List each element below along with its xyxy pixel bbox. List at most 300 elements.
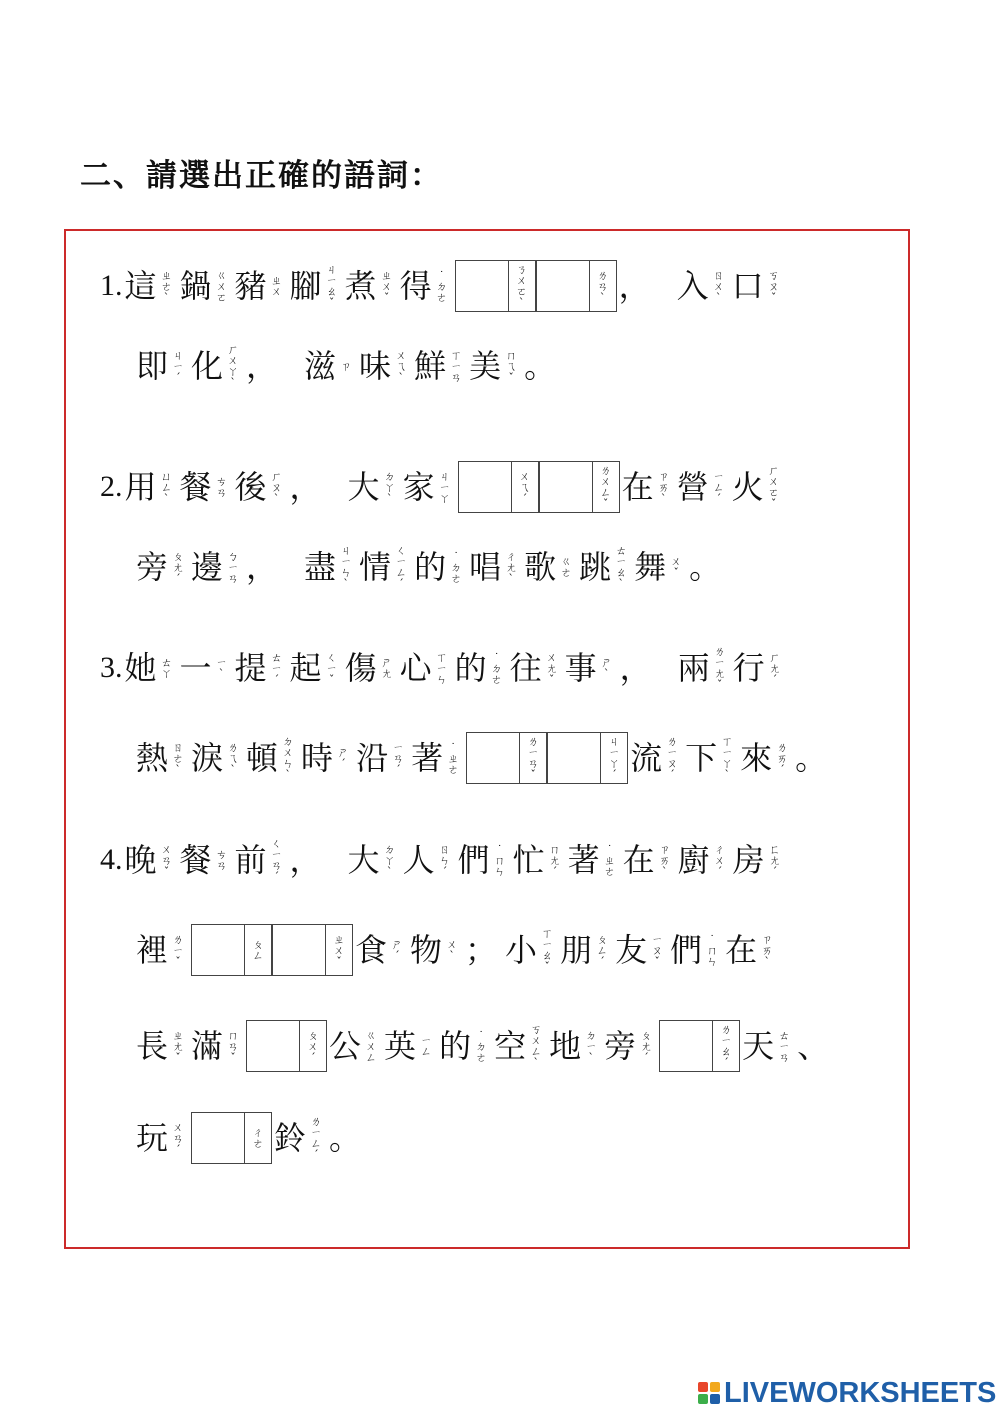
hanzi-with-zhuyin (454, 649, 510, 687)
hanzi: 著 (411, 739, 444, 777)
zhuyin: ㄖ ㄣ ˊ (439, 842, 451, 878)
hanzi-with-zhuyin (246, 736, 301, 780)
zhuyin: ㄧ ㄢ ˊ (392, 740, 404, 776)
hanzi-with-zhuyin (301, 739, 356, 777)
hanzi-with-zhuyin (549, 1027, 604, 1065)
hanzi: 這 (124, 267, 157, 305)
hanzi-with-zhuyin (329, 1027, 384, 1065)
hanzi: 下 (685, 739, 718, 777)
hanzi-with-zhuyin (411, 739, 466, 777)
hanzi-with-zhuyin (355, 931, 410, 969)
hanzi: 入 (676, 267, 709, 305)
logo-square-green (698, 1394, 708, 1404)
answer-blank[interactable] (246, 1020, 327, 1072)
zhuyin: ㄨ ㄢ ˊ (172, 1120, 184, 1156)
hanzi: 友 (615, 931, 648, 969)
hanzi-with-zhuyin (347, 468, 403, 506)
blank-zhuyin: ㄌ ㄨ ㄥ ˇ (592, 462, 619, 512)
answer-blank[interactable] (547, 732, 628, 784)
hanzi-with-zhuyin (191, 548, 246, 586)
logo-square-yellow (710, 1382, 720, 1392)
answer-blank[interactable] (191, 1112, 272, 1164)
hanzi-with-zhuyin (676, 468, 732, 506)
hanzi-with-zhuyin (356, 739, 411, 777)
zhuyin: ㄆ ㄤ ˊ (172, 549, 184, 585)
hanzi: 人 (402, 841, 435, 879)
hanzi: 歌 (524, 548, 557, 586)
answer-input-area[interactable] (537, 261, 589, 311)
answer-input-area[interactable] (456, 261, 508, 311)
zhuyin: ㄏ ㄤ ˊ (769, 650, 781, 686)
hanzi: 餐 (179, 841, 212, 879)
answer-input-area[interactable] (192, 925, 244, 975)
hanzi: 心 (399, 649, 432, 687)
zhuyin: ㄌ ㄧ ㄡ ˊ (666, 735, 678, 781)
hanzi: 在 (725, 931, 758, 969)
zhuyin: ㄐ ㄧ ㄣ ˋ (340, 544, 352, 590)
hanzi-with-zhuyin (414, 548, 469, 586)
hanzi-with-zhuyin (634, 548, 689, 586)
hanzi-with-zhuyin (615, 931, 670, 969)
question-4-line-3 (136, 1016, 830, 1076)
hanzi: 前 (234, 841, 267, 879)
hanzi-with-zhuyin (124, 649, 180, 687)
punctuation: ； (465, 931, 498, 969)
blank-zhuyin: ㄆ ㄥ (244, 925, 271, 975)
zhuyin: ㄏ ㄨ ㄛ ˇ (768, 464, 780, 510)
zhuyin: ㄊ ㄧ ㄠ ˋ (615, 544, 627, 590)
hanzi: 她 (124, 649, 157, 687)
hanzi: 熱 (136, 739, 169, 777)
zhuyin: ㄕ ˊ (337, 746, 349, 770)
hanzi: 跳 (579, 548, 612, 586)
hanzi: 大 (347, 841, 380, 879)
hanzi: 旁 (136, 548, 169, 586)
hanzi-with-zhuyin (344, 649, 400, 687)
hanzi-with-zhuyin (677, 841, 733, 879)
logo-square-blue (710, 1394, 720, 1404)
hanzi-with-zhuyin (678, 646, 733, 690)
hanzi-with-zhuyin (410, 931, 465, 969)
zhuyin: ㄎ ㄡ ˇ (768, 268, 780, 304)
hanzi-with-zhuyin (234, 267, 290, 305)
zhuyin: ㄐ ㄧ ㄠ ˇ (326, 263, 338, 309)
zhuyin: ㄒ ㄧ ㄚ ˋ (721, 735, 733, 781)
question-2-line-2 (136, 537, 723, 597)
answer-input-area[interactable] (459, 462, 511, 512)
answer-input-area[interactable] (192, 1113, 244, 1163)
hanzi-with-zhuyin (742, 1027, 797, 1065)
hanzi: 豬 (234, 267, 267, 305)
answer-input-area[interactable] (247, 1021, 299, 1071)
question-number: 3. (100, 651, 123, 684)
hanzi-with-zhuyin (179, 267, 235, 305)
zhuyin: ㄉ ㄚ ˋ (384, 842, 396, 878)
hanzi: 用 (124, 468, 157, 506)
hanzi-with-zhuyin (621, 468, 677, 506)
hanzi: 起 (289, 649, 322, 687)
zhuyin: ㄆ ㄤ ˊ (640, 1028, 652, 1064)
zhuyin: ㄇ ㄤ ˊ (549, 842, 561, 878)
hanzi-with-zhuyin (384, 1027, 439, 1065)
zhuyin: ㄉ ㄨ ㄣ ˋ (282, 735, 294, 781)
zhuyin: ㄕ ˋ (601, 656, 613, 680)
blank-zhuyin: ㄔ ㄜ (244, 1113, 271, 1163)
zhuyin: ㄒ ㄧ ㄣ (436, 650, 448, 686)
hanzi-with-zhuyin (630, 736, 685, 780)
zhuyin: ㄨ ㄟ ˋ (395, 348, 407, 384)
hanzi: 的 (454, 649, 487, 687)
hanzi: 玩 (136, 1119, 169, 1157)
hanzi: 在 (621, 468, 654, 506)
hanzi: 小 (505, 931, 538, 969)
zhuyin: ㄔ ㄤ ˋ (505, 549, 517, 585)
hanzi: 空 (494, 1027, 527, 1065)
question-number: 4. (100, 843, 123, 876)
hanzi-with-zhuyin (731, 267, 787, 305)
hanzi: 們 (670, 931, 703, 969)
hanzi: 即 (136, 347, 169, 385)
zhuyin: ㄧ ㄥ ˊ (713, 469, 725, 505)
hanzi-with-zhuyin (179, 649, 235, 687)
zhuyin: ㄌ ㄞ ˊ (776, 740, 788, 776)
hanzi: 大 (347, 468, 380, 506)
zhuyin: ˙ ㄓ ㄜ (604, 842, 616, 878)
hanzi: 鍋 (179, 267, 212, 305)
hanzi: 房 (732, 841, 765, 879)
zhuyin: ㄖ ㄨ ˋ (713, 268, 725, 304)
hanzi-with-zhuyin (290, 264, 345, 308)
question-number: 1. (100, 269, 123, 302)
punctuation: ， (289, 841, 322, 879)
hanzi: 長 (136, 1027, 169, 1065)
zhuyin: ㄌ ㄧ ㄤ ˇ (714, 645, 726, 691)
liveworksheets-logo (698, 1376, 996, 1410)
hanzi: 邊 (191, 548, 224, 586)
hanzi: 旁 (604, 1027, 637, 1065)
zhuyin: ㄗ (340, 359, 352, 373)
hanzi: 流 (630, 739, 663, 777)
hanzi-with-zhuyin (304, 545, 359, 589)
hanzi-with-zhuyin (399, 649, 455, 687)
hanzi-with-zhuyin (179, 841, 235, 879)
hanzi-with-zhuyin (670, 931, 725, 969)
zhuyin: ㄓ ㄤ ˇ (172, 1028, 184, 1064)
hanzi: 在 (622, 841, 655, 879)
hanzi: 廚 (677, 841, 710, 879)
hanzi-with-zhuyin (124, 267, 180, 305)
zhuyin: ˙ ㄉ ㄜ (475, 1028, 487, 1064)
hanzi: 物 (410, 931, 443, 969)
zhuyin: ㄘ ㄢ (216, 475, 228, 499)
hanzi-with-zhuyin (732, 841, 788, 879)
hanzi: 口 (731, 267, 764, 305)
zhuyin: ˙ ㄉ ㄜ (491, 650, 503, 686)
zhuyin: ㄧ ㄥ (420, 1034, 432, 1058)
hanzi: 地 (549, 1027, 582, 1065)
hanzi-with-zhuyin (136, 739, 191, 777)
zhuyin: ㄗ ㄞ ˋ (658, 469, 670, 505)
zhuyin: ㄕ ㄤ (381, 656, 393, 680)
hanzi-with-zhuyin (469, 548, 524, 586)
blank-zhuyin: ㄋ ㄨ ㄛ ˋ (508, 261, 535, 311)
answer-blank[interactable] (191, 924, 272, 976)
hanzi-with-zhuyin (732, 465, 787, 509)
question-3-line-2 (136, 728, 829, 788)
zhuyin: ㄎ ㄨ ㄥ ˋ (530, 1023, 542, 1069)
answer-input-area[interactable] (273, 925, 325, 975)
answer-input-area[interactable] (540, 462, 592, 512)
hanzi-with-zhuyin (235, 838, 290, 882)
zhuyin: ˙ ㄉ ㄜ (450, 549, 462, 585)
hanzi-with-zhuyin (347, 841, 403, 879)
hanzi: 往 (509, 649, 542, 687)
hanzi-with-zhuyin (359, 347, 414, 385)
hanzi: 事 (564, 649, 597, 687)
hanzi: 頓 (246, 739, 279, 777)
zhuyin: ㄘ ㄢ (216, 848, 228, 872)
hanzi: 天 (742, 1027, 775, 1065)
hanzi-with-zhuyin (457, 841, 513, 879)
hanzi: 煮 (344, 267, 377, 305)
zhuyin: ㄏ ㄨ ㄚ ˋ (227, 343, 239, 389)
blank-zhuyin: ㄆ ㄨ ˊ (299, 1021, 326, 1071)
hanzi: 行 (732, 649, 765, 687)
question-4-line-4 (136, 1108, 363, 1168)
zhuyin: ㄇ ㄟ ˇ (505, 348, 517, 384)
zhuyin: ㄇ ㄢ ˇ (227, 1028, 239, 1064)
logo-text: LIVEWORKSHEETS (724, 1376, 997, 1409)
hanzi: 的 (439, 1027, 472, 1065)
hanzi-with-zhuyin (124, 468, 180, 506)
zhuyin: ㄅ ㄧ ㄢ (227, 549, 239, 585)
hanzi-with-zhuyin (124, 841, 180, 879)
hanzi-with-zhuyin (725, 931, 780, 969)
answer-blank[interactable] (659, 1020, 740, 1072)
answer-input-area[interactable] (467, 733, 519, 783)
punctuation: ， (246, 347, 279, 385)
zhuyin: ㄒ ㄧ ㄢ (450, 348, 462, 384)
punctuation: 。 (795, 739, 828, 777)
hanzi: 時 (301, 739, 334, 777)
zhuyin: ㄉ ㄧ ˋ (585, 1028, 597, 1064)
hanzi: 後 (234, 468, 267, 506)
hanzi-with-zhuyin (564, 649, 620, 687)
hanzi: 鮮 (414, 347, 447, 385)
zhuyin: ㄈ ㄤ ˊ (769, 842, 781, 878)
zhuyin: ㄌ ㄟ ˋ (227, 740, 239, 776)
question-1-line-2 (136, 336, 558, 396)
hanzi: 滋 (304, 347, 337, 385)
hanzi: 唱 (469, 548, 502, 586)
hanzi-with-zhuyin (676, 267, 732, 305)
question-4-line-2 (136, 920, 780, 980)
hanzi-with-zhuyin (512, 841, 568, 879)
zhuyin: ㄊ ㄚ (161, 656, 173, 680)
hanzi-with-zhuyin (524, 548, 579, 586)
question-1-line-1 (100, 256, 787, 316)
answer-blank[interactable] (536, 260, 617, 312)
zhuyin: ㄓ ㄜ ˋ (161, 268, 173, 304)
question-4-line-1 (100, 830, 788, 890)
zhuyin: ㄍ ㄨ ㄥ (365, 1028, 377, 1064)
zhuyin: ㄌ ㄧ ㄥ ˊ (310, 1115, 322, 1161)
blank-zhuyin: ㄓ ㄨ ˇ (325, 925, 352, 975)
hanzi-with-zhuyin (399, 267, 455, 305)
blank-zhuyin: ㄌ ㄢ ˋ (589, 261, 616, 311)
zhuyin: ㄑ ㄧ ㄢ ˊ (271, 837, 283, 883)
hanzi: 得 (399, 267, 432, 305)
hanzi-with-zhuyin (505, 928, 560, 972)
blank-zhuyin: ㄌ ㄧ ㄠ ˊ (712, 1021, 739, 1071)
hanzi: 忙 (512, 841, 545, 879)
zhuyin: ㄕ ˊ (391, 938, 403, 962)
hanzi: 食 (355, 931, 388, 969)
hanzi-with-zhuyin (136, 1119, 191, 1157)
hanzi: 家 (402, 468, 435, 506)
zhuyin: ㄐ ㄧ ㄚ (439, 469, 451, 505)
hanzi-with-zhuyin (560, 931, 615, 969)
hanzi-with-zhuyin (740, 739, 795, 777)
hanzi-with-zhuyin (685, 736, 740, 780)
hanzi-with-zhuyin (439, 1027, 494, 1065)
zhuyin: ˙ ㄉ ㄜ (436, 268, 448, 304)
hanzi: 晚 (124, 841, 157, 879)
hanzi: 傷 (344, 649, 377, 687)
zhuyin: ㄊ ㄧ ˊ (271, 650, 283, 686)
zhuyin: ㄗ ㄞ ˋ (659, 842, 671, 878)
zhuyin: ㄌ ㄧ ˇ (172, 932, 184, 968)
blank-zhuyin: ㄌ ㄧ ㄢ ˇ (519, 733, 546, 783)
hanzi: 們 (457, 841, 490, 879)
punctuation: 。 (689, 548, 722, 586)
punctuation: 、 (797, 1027, 830, 1065)
zhuyin: ㄨ ˇ (670, 555, 682, 579)
hanzi: 化 (191, 347, 224, 385)
hanzi-with-zhuyin (732, 649, 788, 687)
hanzi-with-zhuyin (234, 649, 290, 687)
punctuation: ， (619, 649, 652, 687)
hanzi-with-zhuyin (234, 468, 290, 506)
hanzi: 舞 (634, 548, 667, 586)
hanzi-with-zhuyin (509, 649, 565, 687)
hanzi-with-zhuyin (136, 548, 191, 586)
zhuyin: ˙ ㄇ ㄣ (494, 842, 506, 878)
hanzi: 兩 (677, 649, 710, 687)
zhuyin: ㄑ ㄧ ˇ (326, 650, 338, 686)
zhuyin: ㄒ ㄧ ㄠ ˇ (541, 927, 553, 973)
hanzi: 餐 (179, 468, 212, 506)
zhuyin: ㄍ ㄜ (560, 555, 572, 579)
hanzi-with-zhuyin (136, 347, 191, 385)
zhuyin: ㄨ ㄢ ˇ (161, 842, 173, 878)
hanzi-with-zhuyin (191, 739, 246, 777)
zhuyin: ㄧ ㄡ ˇ (651, 932, 663, 968)
hanzi: 的 (414, 548, 447, 586)
hanzi-with-zhuyin (579, 545, 634, 589)
zhuyin: ㄨ ㄤ ˇ (546, 650, 558, 686)
hanzi: 鈴 (274, 1119, 307, 1157)
blank-zhuyin: ㄐ ㄧ ㄚ ˊ (600, 733, 627, 783)
question-number: 2. (100, 470, 123, 503)
zhuyin: ㄊ ㄧ ㄢ (778, 1028, 790, 1064)
hanzi-with-zhuyin (469, 347, 524, 385)
hanzi: 裡 (136, 931, 169, 969)
hanzi-with-zhuyin (494, 1024, 549, 1068)
zhuyin: ㄐ ㄧ ˊ (172, 348, 184, 384)
answer-input-area[interactable] (660, 1021, 712, 1071)
hanzi-with-zhuyin (274, 1116, 329, 1160)
logo-square-red (698, 1382, 708, 1392)
hanzi: 來 (740, 739, 773, 777)
zhuyin: ㄔ ㄨ ˊ (714, 842, 726, 878)
answer-blank[interactable] (539, 461, 620, 513)
hanzi-with-zhuyin (289, 649, 345, 687)
hanzi-with-zhuyin (136, 931, 191, 969)
hanzi-with-zhuyin (622, 841, 678, 879)
zhuyin: ㄆ ㄥ ˊ (596, 932, 608, 968)
hanzi: 沿 (356, 739, 389, 777)
question-3-line-1 (100, 638, 788, 698)
hanzi: 淚 (191, 739, 224, 777)
hanzi-with-zhuyin (402, 841, 458, 879)
zhuyin: ㄑ ㄧ ㄥ ˊ (395, 544, 407, 590)
hanzi-with-zhuyin (402, 468, 458, 506)
zhuyin: ㄓ ㄨ (271, 274, 283, 298)
hanzi-with-zhuyin (359, 545, 414, 589)
hanzi-with-zhuyin (191, 344, 246, 388)
hanzi: 英 (384, 1027, 417, 1065)
hanzi-with-zhuyin (304, 347, 359, 385)
hanzi: 提 (234, 649, 267, 687)
zhuyin: ㄗ ㄞ ˋ (761, 932, 773, 968)
hanzi: 美 (469, 347, 502, 385)
hanzi: 火 (731, 468, 764, 506)
section-title: 二、請選出正確的語詞： (80, 158, 443, 194)
punctuation: 。 (524, 347, 557, 385)
hanzi: 腳 (289, 267, 322, 305)
hanzi-with-zhuyin (567, 841, 623, 879)
question-2-line-1 (100, 457, 787, 517)
zhuyin: ㄖ ㄜ ˋ (172, 740, 184, 776)
hanzi: 情 (359, 548, 392, 586)
liveworksheets-logo-icon (698, 1382, 720, 1404)
zhuyin: ㄧ ˋ (216, 656, 228, 680)
hanzi: 味 (359, 347, 392, 385)
answer-blank[interactable] (272, 924, 353, 976)
hanzi-with-zhuyin (136, 1027, 191, 1065)
zhuyin: ㄉ ㄚ ˋ (384, 469, 396, 505)
answer-blank[interactable] (466, 732, 547, 784)
answer-blank[interactable] (455, 260, 536, 312)
blank-zhuyin: ㄨ ㄟ ˊ (511, 462, 538, 512)
answer-input-area[interactable] (548, 733, 600, 783)
answer-blank[interactable] (458, 461, 539, 513)
zhuyin: ㄨ ˋ (446, 938, 458, 962)
hanzi: 一 (179, 649, 212, 687)
punctuation: ， (246, 548, 279, 586)
zhuyin: ˙ ㄇ ㄣ (706, 932, 718, 968)
zhuyin: ㄓ ㄨ ˇ (381, 268, 393, 304)
zhuyin: ˙ ㄓ ㄜ (447, 740, 459, 776)
punctuation: 。 (329, 1119, 362, 1157)
hanzi: 著 (567, 841, 600, 879)
hanzi-with-zhuyin (344, 267, 400, 305)
hanzi: 營 (676, 468, 709, 506)
hanzi-with-zhuyin (414, 347, 469, 385)
zhuyin: ㄍ ㄨ ㄛ (216, 268, 228, 304)
zhuyin: ㄏ ㄡ ˋ (271, 469, 283, 505)
